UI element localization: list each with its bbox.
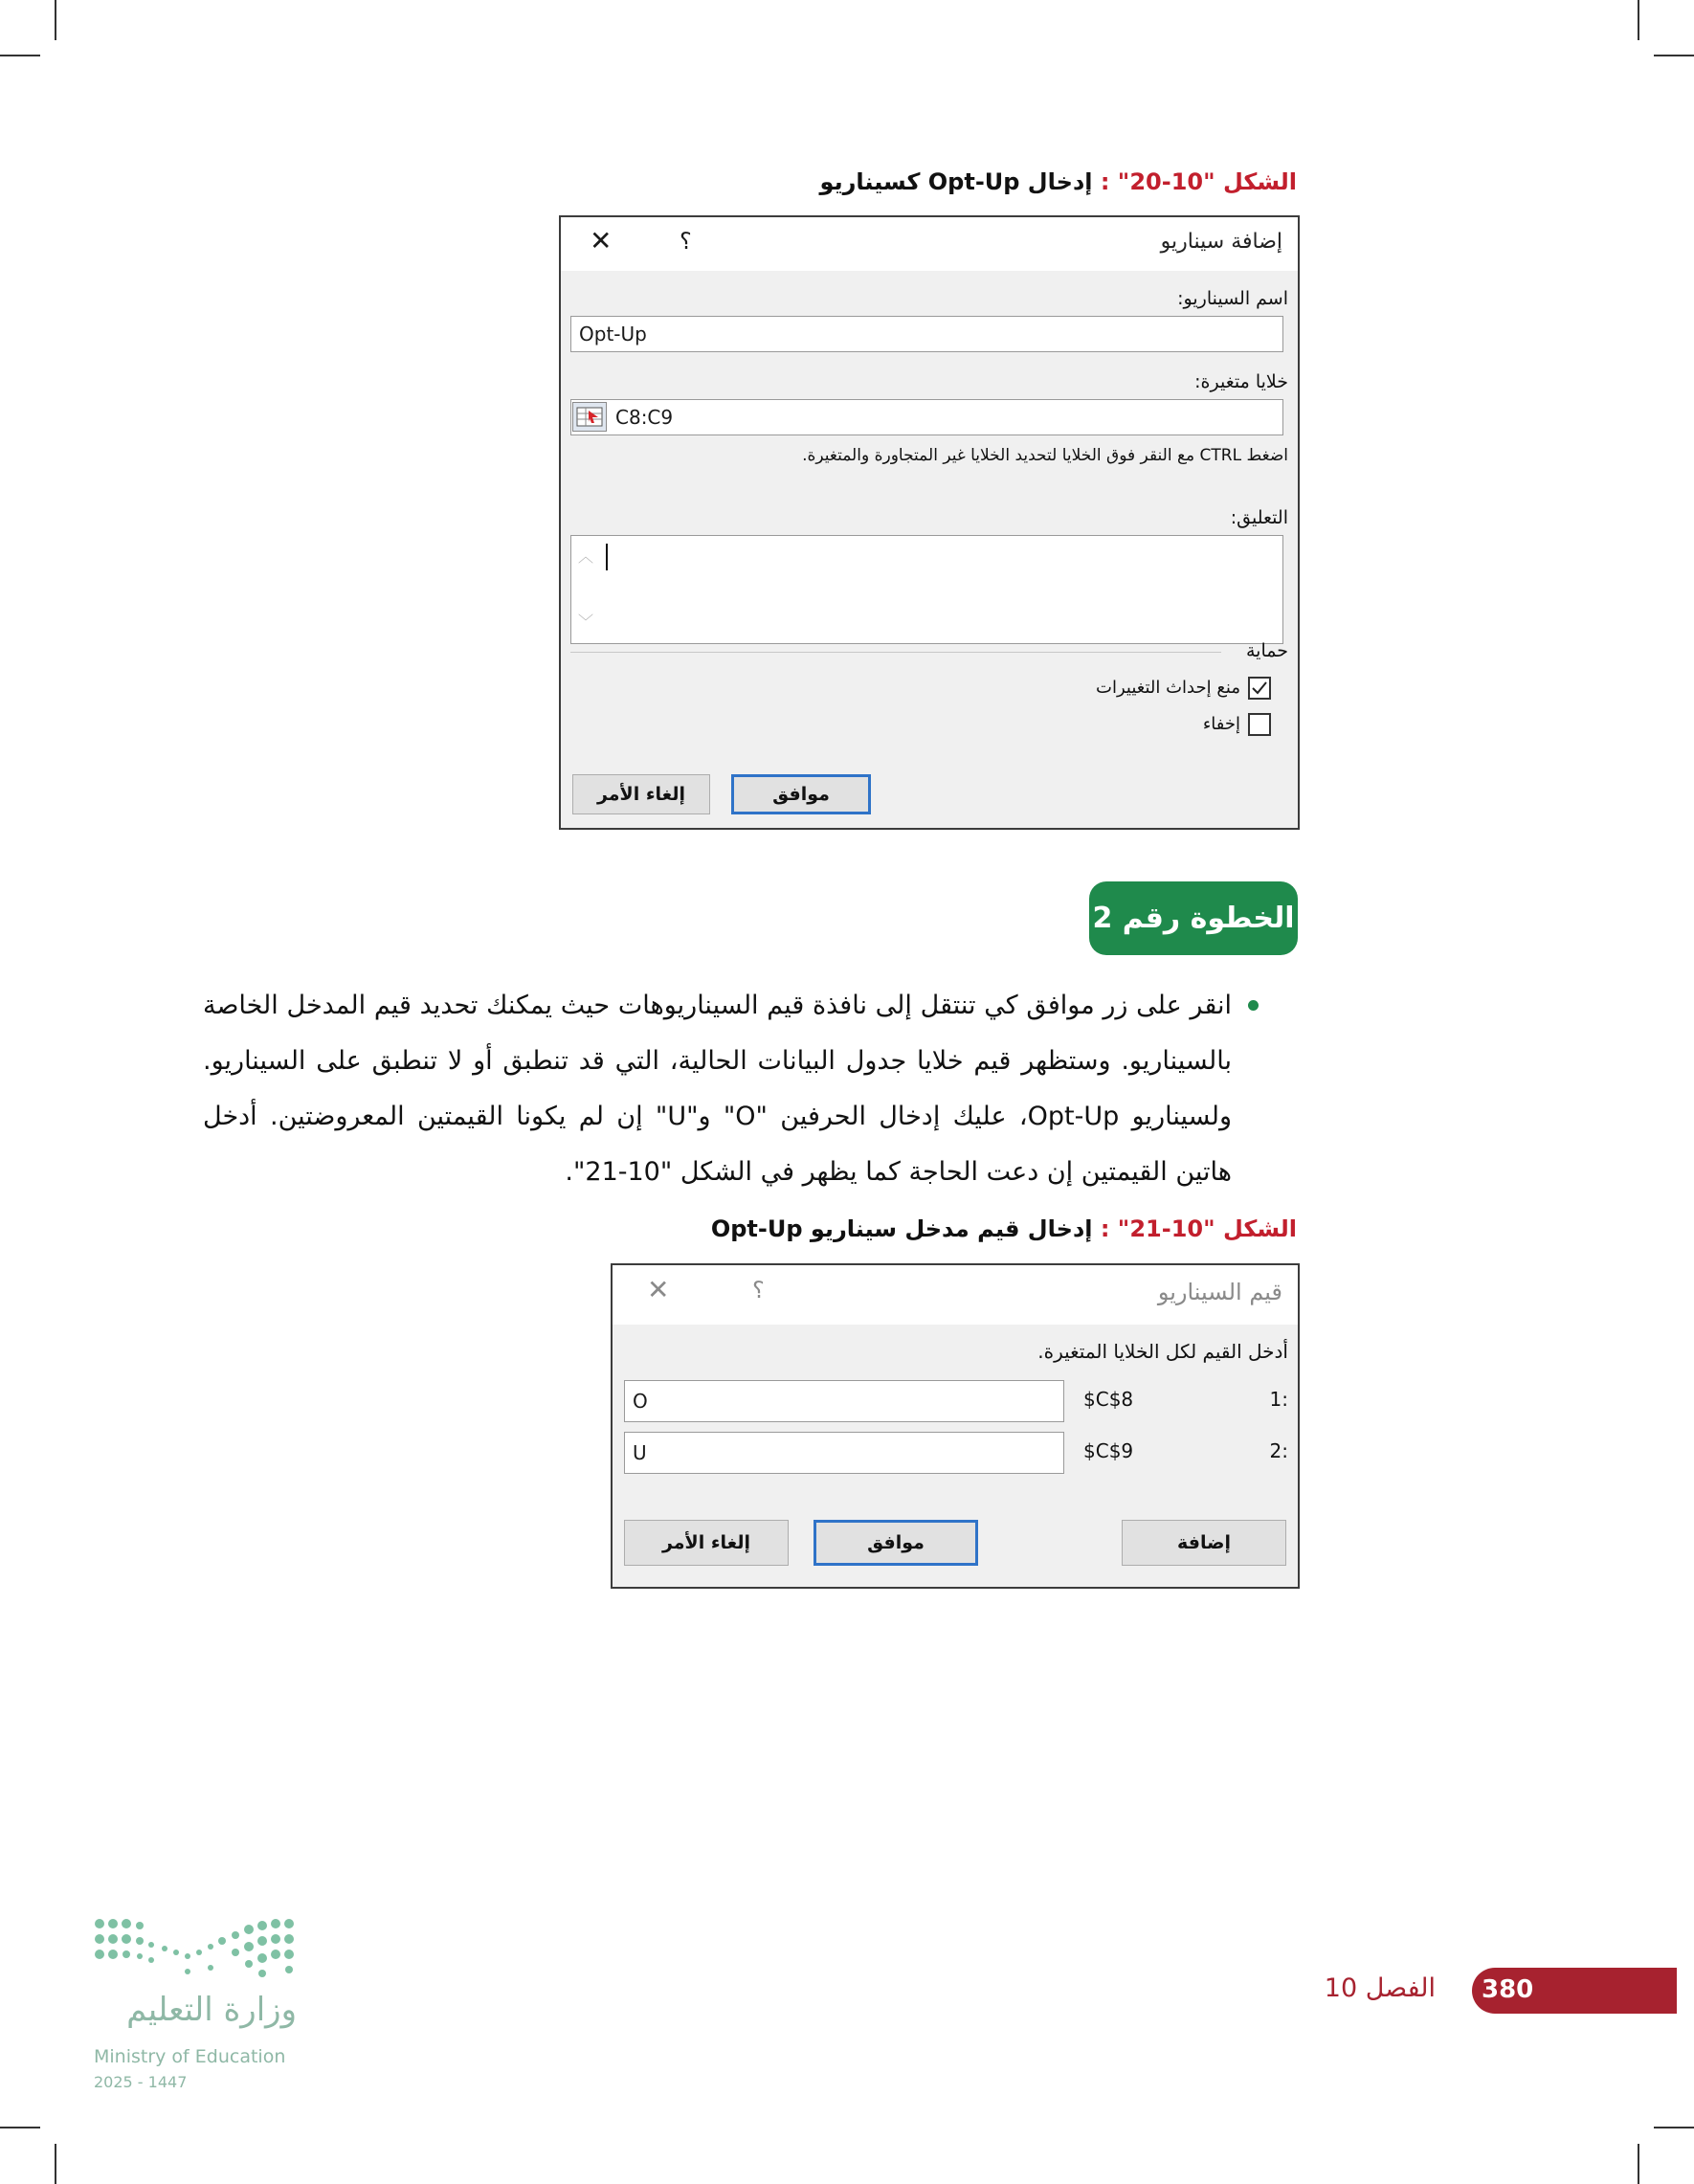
value-input-1[interactable]: O [624,1380,1064,1422]
hint-text: اضغط CTRL مع النقر فوق الخلايا لتحديد الخلايا غير المتجاورة والمتغيرة. [802,446,1288,465]
row-cell-ref: $C$9 [1083,1439,1134,1462]
ministry-name-en: Ministry of Education [94,2046,286,2067]
ok-button[interactable]: موافق [814,1520,978,1566]
row-index: 1: [1269,1388,1288,1411]
chapter-label: الفصل 10 [1324,1973,1436,2003]
changing-cells-input[interactable] [570,399,1283,435]
scenario-name-input[interactable]: Opt-Up [570,316,1283,352]
cancel-button[interactable]: إلغاء الأمر [572,774,710,814]
changing-cells-label: خلايا متغيرة: [1194,371,1288,392]
figure-caption-text: إدخال Opt-Up كسيناريو [819,168,1101,195]
figure-caption [820,168,1297,195]
page-number: 380 [1482,1975,1534,2004]
row-cell-ref: $C$8 [1083,1388,1134,1411]
bullet-icon [1248,1000,1259,1011]
crop-mark [1654,2127,1694,2128]
value-input-2[interactable]: U [624,1432,1064,1474]
crop-mark [0,2127,40,2128]
prevent-changes-label: منع إحداث التغييرات [1096,678,1240,698]
crop-mark [1654,55,1694,56]
crop-mark [55,2144,56,2184]
comment-label: التعليق: [1230,507,1288,528]
step-badge: الخطوة رقم 2 [1089,881,1298,955]
help-icon[interactable]: ؟ [680,228,692,255]
dialog-title: قيم السيناريو [1157,1279,1282,1305]
add-scenario-dialog [559,215,1300,830]
protection-label: حماية [1246,640,1288,661]
hide-label: إخفاء [1202,714,1240,734]
close-icon[interactable]: ✕ [590,225,613,256]
scrollbar[interactable] [572,537,595,642]
ministry-year: 2025 - 1447 [94,2073,188,2091]
range-picker-icon[interactable] [572,402,607,432]
ok-button[interactable]: موافق [731,774,871,814]
dots-emblem-icon [92,1914,302,1981]
crop-mark [1638,2144,1639,2184]
body-paragraph: انقر على زر موافق كي تنتقل إلى نافذة قيم السيناريوهات حيث يمكنك تحديد قيم المدخل الخاصة بالسيناريو. وستظهر قيم خلايا جدول البيانات الحالية، التي قد تنطبق أو لا تنطبق على السيناريو. ولسيناريو Opt-Up، عليك إدخال الحرفين "O" و"U" إن لم يكونا القيمتين المعروضتين. أدخل هاتين القيمتين إن دعت الحاجة كما يظهر في الشكل "10-21". [203,991,1232,1187]
figure-caption [711,1215,1297,1242]
ministry-name-ar: وزارة التعليم [126,1991,297,2029]
scenario-values-dialog [611,1263,1300,1589]
figure-caption-text: إدخال قيم مدخل سيناريو Opt-Up [710,1215,1101,1242]
dialog-body [613,1325,1298,1587]
row-index: 2: [1269,1439,1288,1462]
crop-mark [55,0,56,40]
dialog-title: إضافة سيناريو [1160,230,1282,254]
comment-textarea[interactable] [570,535,1283,644]
changing-cells-value: C8:C9 [615,406,674,429]
dialog-body [561,271,1298,828]
help-icon[interactable]: ؟ [752,1277,765,1304]
scroll-down-icon[interactable]: ﹀ [578,613,594,631]
crop-mark [1638,0,1639,40]
text-cursor [606,544,608,570]
close-icon[interactable]: ✕ [647,1274,670,1305]
add-button[interactable]: إضافة [1122,1520,1286,1566]
protection-divider [570,652,1221,653]
instruction-text: أدخل القيم لكل الخلايا المتغيرة. [1037,1340,1288,1363]
prevent-changes-checkbox[interactable] [1248,677,1271,700]
cancel-button[interactable]: إلغاء الأمر [624,1520,789,1566]
ministry-logo [92,1914,302,2106]
crop-mark [0,55,40,56]
scenario-name-label: اسم السيناريو: [1177,288,1288,309]
figure-caption-number: الشكل "10-21" : [1100,1215,1297,1242]
hide-checkbox[interactable] [1248,713,1271,736]
figure-caption-number: الشكل "10-20" : [1100,168,1297,195]
scroll-up-icon[interactable]: ︿ [578,547,594,566]
